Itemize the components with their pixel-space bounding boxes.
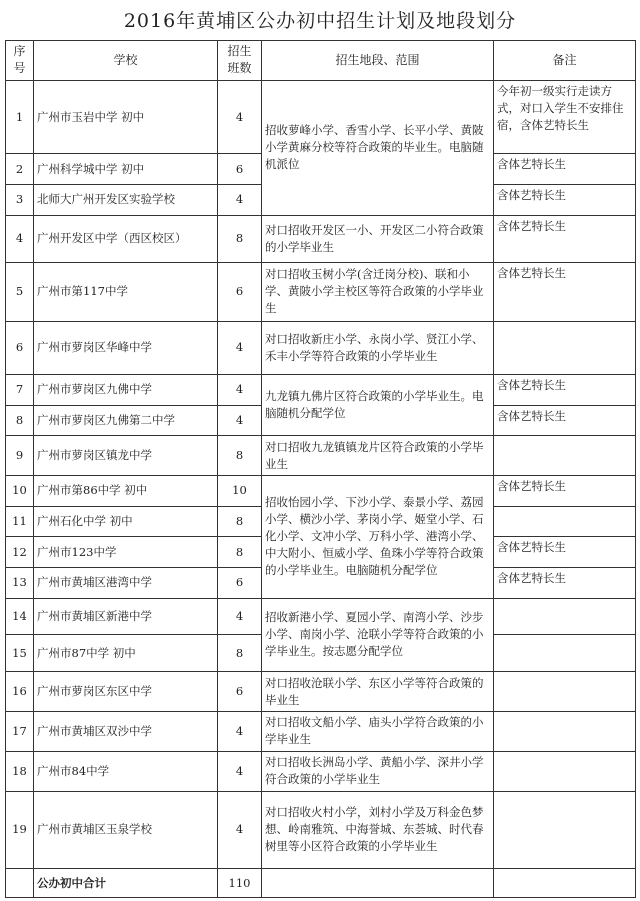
row-area: 招收萝峰小学、香雪小学、长平小学、黄陂小学黄麻分校等符合政策的毕业生。电脑随机派位	[262, 80, 494, 215]
row-classes: 4	[218, 321, 262, 374]
row-school: 广州市84中学	[34, 751, 218, 791]
row-no: 18	[6, 751, 34, 791]
row-school: 广州市87中学 初中	[34, 635, 218, 672]
row-no: 6	[6, 321, 34, 374]
row-note	[494, 436, 636, 476]
row-no: 17	[6, 712, 34, 752]
row-area: 对口招收火村小学，刘村小学及万科金色梦想、岭南雅筑、中海誉城、东荟城、时代春树里等小区符合政策的小学毕业生	[262, 791, 494, 869]
row-classes: 6	[218, 672, 262, 712]
row-area: 对口招收开发区一小、开发区二小符合政策的小学毕业生	[262, 215, 494, 262]
row-note: 今年初一级实行走读方式，对口入学生不安排住宿，含体艺特长生	[494, 80, 636, 154]
row-no: 1	[6, 80, 34, 154]
table-row	[6, 672, 636, 712]
header-note: 备注	[494, 41, 636, 81]
table-row	[6, 215, 636, 262]
row-classes: 8	[218, 635, 262, 672]
row-area: 对口招收玉树小学(含迁岗分校)、联和小学、黄陂小学主校区等符合政策的小学毕业生	[262, 262, 494, 321]
row-note	[494, 635, 636, 672]
row-school: 广州科学城中学 初中	[34, 154, 218, 185]
row-school: 广州石化中学 初中	[34, 506, 218, 537]
row-area: 对口招收九龙镇镇龙片区符合政策的小学毕业生	[262, 436, 494, 476]
row-no: 4	[6, 215, 34, 262]
row-note: 含体艺特长生	[494, 374, 636, 405]
table-row	[6, 791, 636, 869]
total-row	[6, 869, 636, 898]
row-school: 广州开发区中学（西区校区）	[34, 215, 218, 262]
row-no: 14	[6, 598, 34, 635]
row-note: 含体艺特长生	[494, 405, 636, 436]
table-row	[6, 751, 636, 791]
table-row	[6, 374, 636, 405]
row-school: 广州市萝岗区东区中学	[34, 672, 218, 712]
row-school: 广州市第86中学 初中	[34, 476, 218, 507]
row-classes: 10	[218, 476, 262, 507]
row-classes: 6	[218, 568, 262, 599]
row-note: 含体艺特长生	[494, 537, 636, 568]
row-school: 广州市萝岗区九佛中学	[34, 374, 218, 405]
row-no: 16	[6, 672, 34, 712]
row-no: 5	[6, 262, 34, 321]
row-school: 广州市萝岗区九佛第二中学	[34, 405, 218, 436]
row-note: 含体艺特长生	[494, 215, 636, 262]
row-note: 含体艺特长生	[494, 568, 636, 599]
row-classes: 8	[218, 537, 262, 568]
row-classes: 4	[218, 185, 262, 216]
total-area-blank	[262, 869, 494, 898]
row-classes: 8	[218, 436, 262, 476]
row-no: 9	[6, 436, 34, 476]
row-no: 8	[6, 405, 34, 436]
table-row	[6, 476, 636, 507]
header-classes	[218, 41, 262, 81]
row-no: 10	[6, 476, 34, 507]
row-note: 含体艺特长生	[494, 154, 636, 185]
row-no: 13	[6, 568, 34, 599]
row-no: 15	[6, 635, 34, 672]
header-school: 学校	[34, 41, 218, 81]
table-row	[6, 712, 636, 752]
row-school: 广州市黄埔区新港中学	[34, 598, 218, 635]
table-header-row	[6, 41, 636, 81]
row-no: 19	[6, 791, 34, 869]
total-classes: 110	[218, 869, 262, 898]
row-note: 含体艺特长生	[494, 476, 636, 507]
row-classes: 8	[218, 215, 262, 262]
row-school: 广州市123中学	[34, 537, 218, 568]
header-classes-line2: 班数	[227, 61, 252, 76]
row-classes: 4	[218, 598, 262, 635]
row-school: 广州市萝岗区镇龙中学	[34, 436, 218, 476]
row-note	[494, 506, 636, 537]
row-area: 招收新港小学、夏园小学、南湾小学、沙步小学、南岗小学、沧联小学等符合政策的小学毕业生。按志愿分配学位	[262, 598, 494, 672]
row-no: 2	[6, 154, 34, 185]
row-area: 招收怡园小学、下沙小学、泰景小学、荔园小学、横沙小学、茅岗小学、姬堂小学、石化小学、文冲小学、万科小学、港湾小学、中大附小、恒威小学、鱼珠小学等符合政策的小学毕业生。电脑随机分配学位	[262, 476, 494, 599]
row-area: 九龙镇九佛片区符合政策的小学毕业生。电脑随机分配学位	[262, 374, 494, 435]
row-school: 广州市黄埔区港湾中学	[34, 568, 218, 599]
row-classes: 4	[218, 80, 262, 154]
row-classes: 4	[218, 405, 262, 436]
row-note	[494, 791, 636, 869]
total-blank	[6, 869, 34, 898]
header-no: 序号	[6, 41, 34, 81]
table-row	[6, 321, 636, 374]
row-classes: 6	[218, 262, 262, 321]
row-classes: 4	[218, 791, 262, 869]
row-school: 广州市黄埔区双沙中学	[34, 712, 218, 752]
total-label: 公办初中合计	[34, 869, 218, 898]
table-row	[6, 80, 636, 154]
row-note	[494, 712, 636, 752]
row-school: 广州市第117中学	[34, 262, 218, 321]
header-area: 招生地段、范围	[262, 41, 494, 81]
row-classes: 6	[218, 154, 262, 185]
row-school: 广州市玉岩中学 初中	[34, 80, 218, 154]
row-area: 对口招收长洲岛小学、黄船小学、深井小学符合政策的小学毕业生	[262, 751, 494, 791]
table-row	[6, 598, 636, 635]
row-no: 11	[6, 506, 34, 537]
header-classes-line1: 招生	[227, 44, 252, 59]
row-note	[494, 751, 636, 791]
row-note: 含体艺特长生	[494, 185, 636, 216]
page-title: 2016年黄埔区公办初中招生计划及地段划分	[123, 10, 517, 32]
row-area: 对口招收文船小学、庙头小学符合政策的小学毕业生	[262, 712, 494, 752]
row-note	[494, 672, 636, 712]
enrollment-table	[5, 40, 636, 898]
row-classes: 4	[218, 712, 262, 752]
row-school: 北师大广州开发区实验学校	[34, 185, 218, 216]
table-row	[6, 436, 636, 476]
row-no: 7	[6, 374, 34, 405]
row-area: 对口招收沧联小学、东区小学等符合政策的毕业生	[262, 672, 494, 712]
table-row	[6, 262, 636, 321]
row-note	[494, 598, 636, 635]
row-no: 3	[6, 185, 34, 216]
row-school: 广州市黄埔区玉泉学校	[34, 791, 218, 869]
row-note	[494, 321, 636, 374]
row-school: 广州市萝岗区华峰中学	[34, 321, 218, 374]
row-classes: 4	[218, 751, 262, 791]
row-no: 12	[6, 537, 34, 568]
row-note: 含体艺特长生	[494, 262, 636, 321]
row-area: 对口招收新庄小学、永岗小学、贤江小学、禾丰小学等符合政策的小学毕业生	[262, 321, 494, 374]
total-note-blank	[494, 869, 636, 898]
row-classes: 4	[218, 374, 262, 405]
row-classes: 8	[218, 506, 262, 537]
